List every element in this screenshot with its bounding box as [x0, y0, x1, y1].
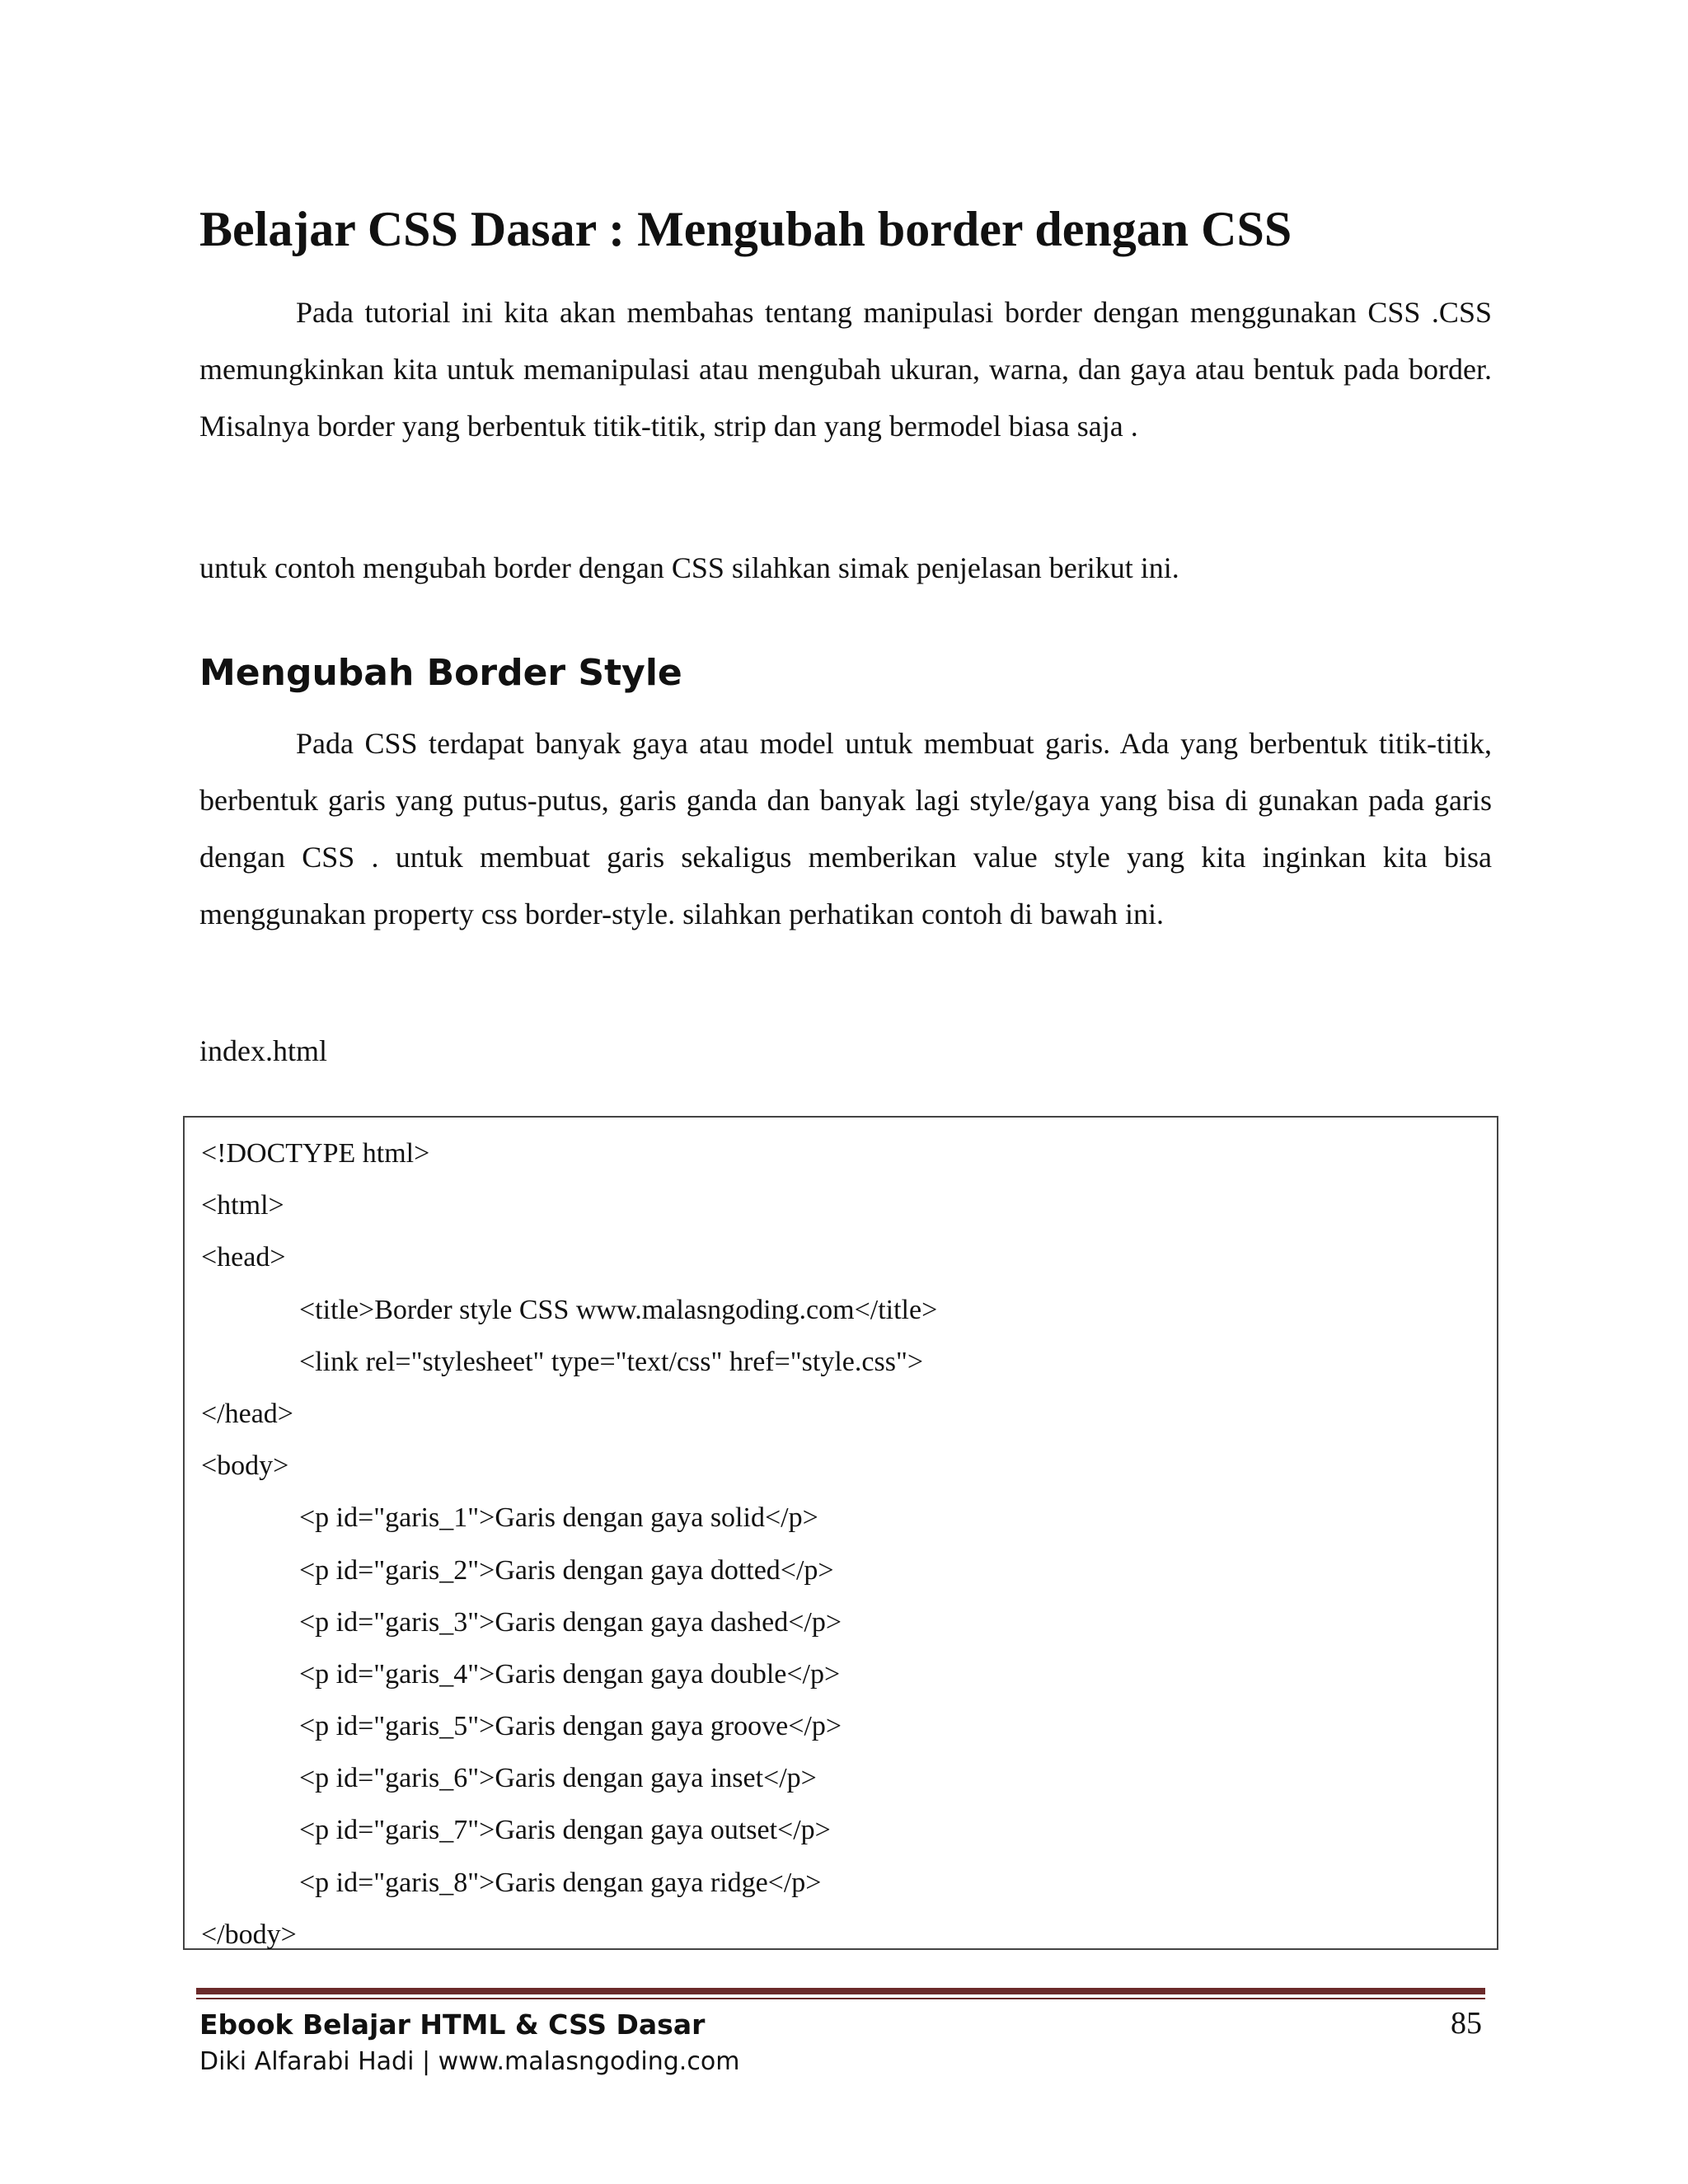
code-line: <p id="garis_7">Garis dengan gaya outset</p> [299, 1815, 831, 1846]
code-listing-box [183, 1116, 1498, 1950]
code-line: <p id="garis_6">Garis dengan gaya inset</p> [299, 1763, 817, 1794]
intro-paragraph: Pada tutorial ini kita akan membahas tentang manipulasi border dengan menggunakan CSS .CSS memungkinkan kita untuk memanipulasi atau mengubah ukuran, warna, dan gaya atau bentuk pada border. Misalnya border yang berbentuk titik-titik, strip dan yang bermodel biasa saja . [199, 296, 1492, 443]
code-line: <p id="garis_8">Garis dengan gaya ridge</p> [299, 1867, 822, 1898]
footer-divider [196, 1988, 1485, 1994]
code-line: <p id="garis_3">Garis dengan gaya dashed</p> [299, 1606, 842, 1638]
code-line: <html> [201, 1190, 284, 1221]
code-line: <p id="garis_1">Garis dengan gaya solid</p> [299, 1502, 818, 1534]
code-line: <link rel="stylesheet" type="text/css" href="style.css"> [299, 1346, 923, 1377]
code-line: <!DOCTYPE html> [201, 1138, 430, 1169]
intro-followup-paragraph: untuk contoh mengubah border dengan CSS silahkan simak penjelasan berikut ini. [199, 551, 1179, 584]
code-line: <body> [201, 1451, 289, 1482]
footer-divider-thin [196, 1998, 1485, 1999]
code-line: <p id="garis_4">Garis dengan gaya double</p> [299, 1658, 841, 1690]
code-line: </body> [201, 1919, 297, 1950]
page-title: Belajar CSS Dasar : Mengubah border dengan CSS [199, 202, 1292, 256]
footer-author-line: Diki Alfarabi Hadi | www.malasngoding.com [199, 2047, 740, 2076]
code-line: <head> [201, 1242, 286, 1273]
section-paragraph: Pada CSS terdapat banyak gaya atau model untuk membuat garis. Ada yang berbentuk titik-titik, berbentuk garis yang putus-putus, garis ganda dan banyak lagi style/gaya yang bisa di gunakan pada garis dengan CSS . untuk membuat garis sekaligus memberikan value style yang kita inginkan kita bisa menggunakan property css border-style. silahkan perhatikan contoh di bawah ini. [199, 727, 1492, 930]
code-line: <p id="garis_2">Garis dengan gaya dotted</p> [299, 1554, 834, 1586]
section-heading: Mengubah Border Style [199, 652, 682, 694]
code-line: </head> [201, 1398, 293, 1429]
footer-book-title: Ebook Belajar HTML & CSS Dasar [199, 2008, 706, 2041]
code-line: <title>Border style CSS www.malasngoding.com</title> [299, 1294, 938, 1325]
code-filename-label: index.html [199, 1034, 327, 1067]
code-line: <p id="garis_5">Garis dengan gaya groove</p> [299, 1711, 842, 1742]
page-number: 85 [1451, 2006, 1482, 2041]
